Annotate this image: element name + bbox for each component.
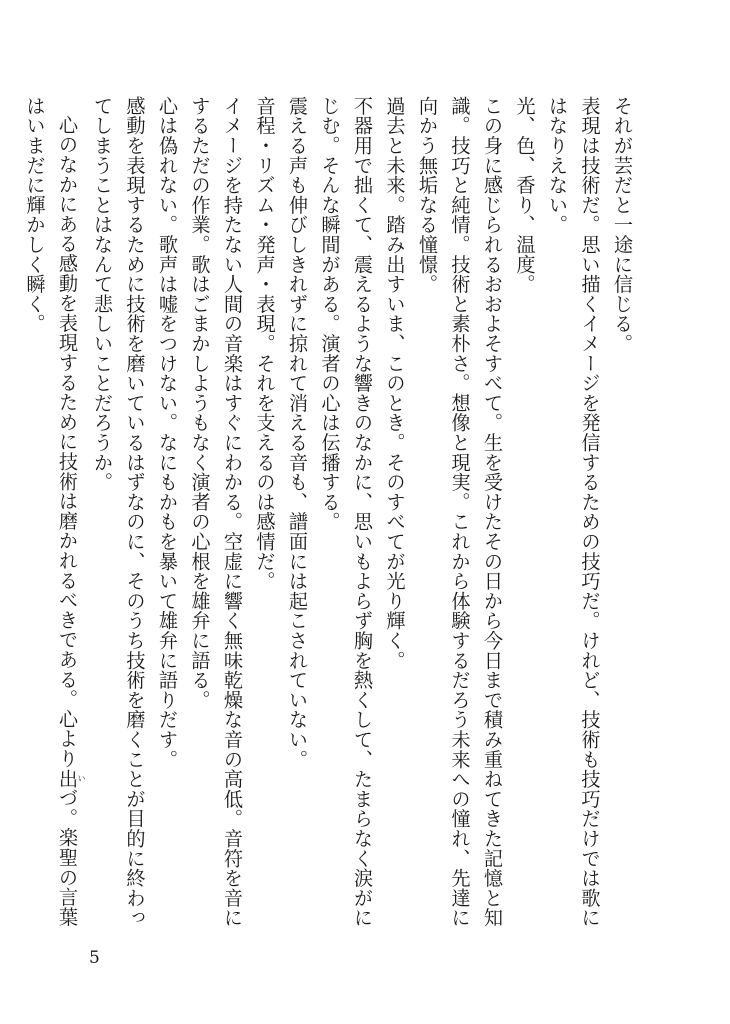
paragraph-4: この身に感じられるおおよそすべて。生を受けたその日から今日まで積み重ねてきた記憶と知識。技巧と純情。技術と素朴さ。想像と現実。これから体験するだろう未来への憧れ、先達に向かう無垢なる憧憬。 — [416, 96, 504, 928]
paragraph-2: 表現は技術だ。思い描くイメージを発信するための技巧だ。けれど、技術も技巧だけでは歌にはなりえない。 — [546, 96, 602, 928]
ruby-reading: い — [77, 768, 86, 789]
paragraph-3: 光、色、香り、温度。 — [513, 96, 537, 294]
paragraph-7: 震える声も伸びしきれずに掠れて消える音も、譜面には起こされていない。 — [286, 96, 309, 770]
furigana-ruby — [56, 768, 86, 789]
paragraph-6: 不器用で拙くて、震えるような響きのなかに、思いもよらず胸を熱くして、たまらなく涙がにじむ。そんな瞬間がある。演者の心は伝播する。 — [318, 96, 374, 928]
vertical-text-body — [18, 96, 638, 936]
paragraph-12-after: づ。楽聖の言葉はいまだに輝かしく瞬く。 — [23, 96, 79, 928]
paragraph-10: 心は偽れない。歌声は嘘をつけない。なにもかもを暴いて雄弁に語りだす。 — [156, 96, 179, 770]
paragraph-1: それが芸だと一途に信じる。 — [611, 96, 634, 354]
paragraph-12-before: 心のなかにある感動を表現するために技術は磨かれるべきである。心より — [56, 115, 79, 769]
paragraph-8: 音程・リズム・発声・表現。それを支えるのは感情だ。 — [253, 96, 277, 591]
page-number: 5 — [89, 948, 100, 968]
ruby-base: 出 — [56, 768, 79, 789]
paragraph-9: イメージを持たない人間の音楽はすぐにわかる。空虚に響く無味乾燥な音の高低。音符を音にするただの作業。歌はごまかしようもなく演者の心根を雄弁に語る。 — [188, 96, 244, 928]
paragraph-5: 過去と未来。踏み出すいま、このとき。そのすべてが光り輝く。 — [383, 96, 407, 671]
paragraph-12 — [18, 96, 86, 936]
paragraph-11: 感動を表現するために技術を磨いているはずなのに、そのうち技術を磨くことが目的に終わってしまうことはなんて悲しいことだろうか。 — [91, 96, 147, 928]
